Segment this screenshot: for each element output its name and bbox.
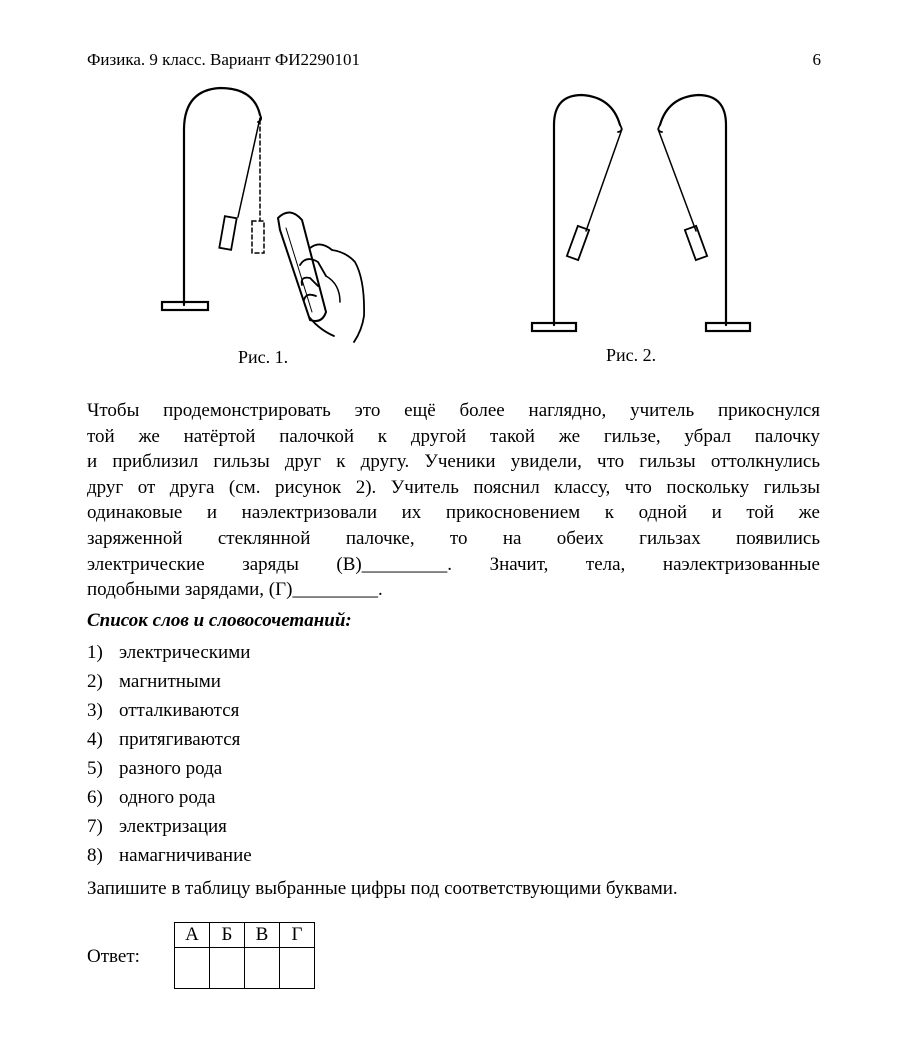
paragraph-line: электрические заряды (В)_________. Значит, тела, наэлектризованные (87, 553, 820, 575)
list-item-text: одного рода (119, 787, 216, 808)
header-title: Физика. 9 класс. Вариант ФИ2290101 (87, 50, 361, 69)
answer-cell[interactable] (280, 948, 315, 989)
figure-1-caption: Рис. 1. (238, 347, 289, 367)
list-item (87, 669, 252, 698)
answer-column-header: Б (210, 923, 245, 948)
task-paragraph (87, 398, 820, 603)
list-item-number: 5) (87, 758, 103, 779)
answer-label: Ответ: (87, 946, 140, 967)
list-item (87, 814, 252, 843)
list-item-number: 4) (87, 729, 103, 750)
list-item-text: намагничивание (119, 845, 252, 866)
list-item (87, 756, 252, 785)
list-item-text: электризация (119, 816, 227, 837)
list-item (87, 843, 252, 872)
paragraph-line: подобными зарядами, (Г)_________. (87, 579, 383, 601)
list-item-number: 1) (87, 642, 103, 663)
list-item (87, 785, 252, 814)
page-number: 6 (812, 50, 821, 69)
answer-column-header: А (175, 923, 210, 948)
list-item-text: разного рода (119, 758, 223, 779)
word-list (87, 640, 252, 872)
paragraph-line: заряженной стеклянной палочке, то на обеих гильзах появились (87, 527, 820, 549)
answer-value-row (175, 948, 315, 989)
list-item-text: отталкиваются (119, 700, 240, 721)
list-item-text: электрическими (119, 642, 251, 663)
list-item (87, 698, 252, 727)
list-item-text: магнитными (119, 671, 221, 692)
list-item (87, 640, 252, 669)
list-item-text: притягиваются (119, 729, 241, 750)
list-item-number: 2) (87, 671, 103, 692)
paragraph-line: Чтобы продемонстрировать это ещё более наглядно, учитель прикоснулся (87, 400, 820, 421)
answer-column-header: В (245, 923, 280, 948)
answer-cell[interactable] (245, 948, 280, 989)
answer-cell[interactable] (175, 948, 210, 989)
answer-cell[interactable] (210, 948, 245, 989)
answer-column-header: Г (280, 923, 315, 948)
figure-1-illustration (150, 80, 390, 350)
list-item-number: 3) (87, 700, 103, 721)
instruction-text: Запишите в таблицу выбранные цифры под соответствующими буквами. (87, 878, 678, 899)
figure-2-illustration (520, 85, 770, 345)
word-list-title: Список слов и словосочетаний: (87, 610, 352, 631)
list-item-number: 6) (87, 787, 103, 808)
answer-header-row (175, 923, 315, 948)
answer-table (174, 922, 315, 989)
list-item-number: 8) (87, 845, 103, 866)
paragraph-line: одинаковые и наэлектризовали их прикосновением к одной и той же (87, 502, 820, 524)
paragraph-line: друг от друга (см. рисунок 2). Учитель пояснил классу, что поскольку гильзы (87, 476, 820, 498)
paragraph-line: и приблизил гильзы друг к другу. Ученики увидели, что гильзы оттолкнулись (87, 451, 820, 473)
figure-2-caption: Рис. 2. (606, 345, 657, 365)
list-item-number: 7) (87, 816, 103, 837)
list-item (87, 727, 252, 756)
paragraph-line: той же натёртой палочкой к другой такой же гильзе, убрал палочку (87, 425, 820, 447)
